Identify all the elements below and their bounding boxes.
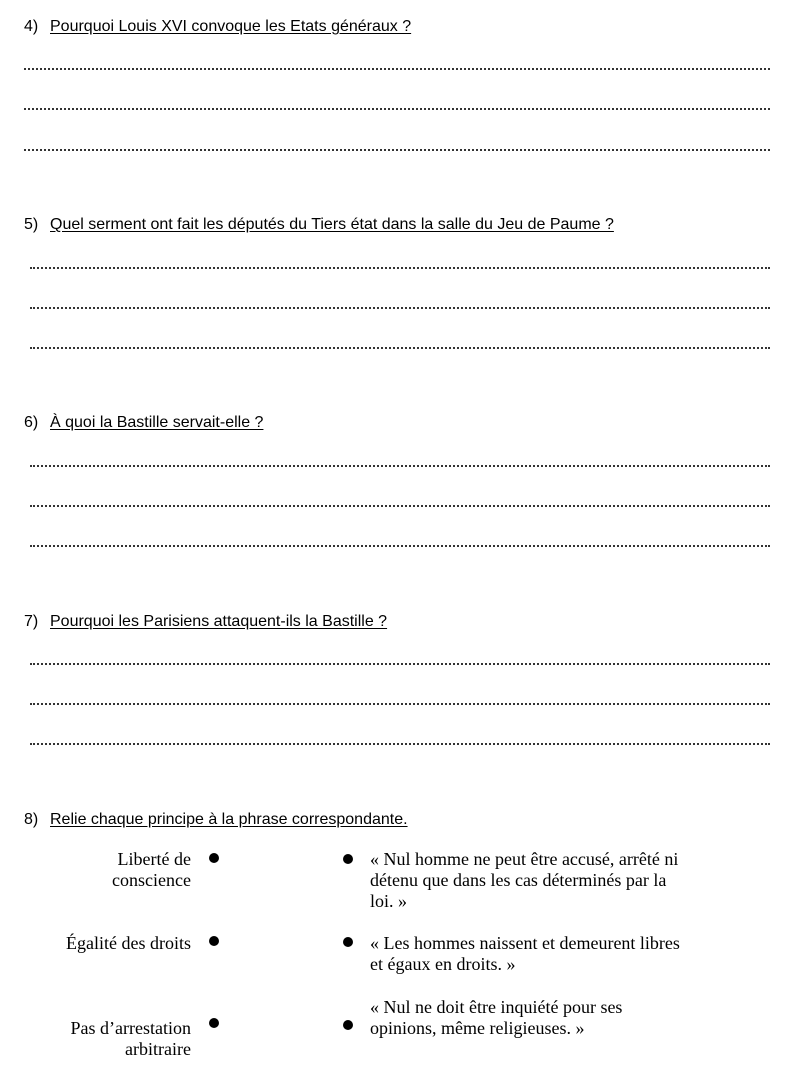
question-number: 6) xyxy=(24,414,39,431)
phrase-item xyxy=(370,997,762,1039)
principle-line: conscience xyxy=(112,870,191,890)
answer-line[interactable] xyxy=(30,465,770,467)
question-5 xyxy=(24,215,614,235)
question-number: 4) xyxy=(24,18,39,35)
phrase-line: détenu que dans les cas déterminés par la xyxy=(370,870,667,890)
principle-item xyxy=(112,849,191,891)
question-4 xyxy=(24,17,411,37)
question-6 xyxy=(24,413,263,433)
question-number: 8) xyxy=(24,811,39,828)
answer-line[interactable] xyxy=(30,703,770,705)
principle-item xyxy=(66,933,191,954)
phrase-line: « Nul ne doit être inquiété pour ses xyxy=(370,997,623,1017)
left-bullet[interactable] xyxy=(209,853,219,863)
left-bullet[interactable] xyxy=(209,1018,219,1028)
question-8 xyxy=(24,810,408,830)
answer-line[interactable] xyxy=(24,108,770,110)
answer-line[interactable] xyxy=(24,149,770,151)
answer-line[interactable] xyxy=(30,545,770,547)
right-bullet[interactable] xyxy=(343,937,353,947)
right-bullet[interactable] xyxy=(343,1020,353,1030)
question-number: 7) xyxy=(24,613,39,630)
question-text: Quel serment ont fait les députés du Tiers état dans la salle du Jeu de Paume ? xyxy=(50,216,614,233)
principle-line: Égalité des droits xyxy=(66,933,191,953)
question-7 xyxy=(24,612,387,632)
answer-line[interactable] xyxy=(30,505,770,507)
principle-item xyxy=(71,1018,191,1060)
phrase-line: et égaux en droits. » xyxy=(370,954,516,974)
question-text: Relie chaque principe à la phrase correspondante. xyxy=(50,811,408,828)
answer-line[interactable] xyxy=(30,347,770,349)
phrase-line: « Les hommes naissent et demeurent libres xyxy=(370,933,680,953)
answer-line[interactable] xyxy=(30,743,770,745)
question-text: À quoi la Bastille servait-elle ? xyxy=(50,414,264,431)
principle-line: Liberté de xyxy=(117,849,191,869)
phrase-line: opinions, même religieuses. » xyxy=(370,1018,585,1038)
answer-line[interactable] xyxy=(24,68,770,70)
question-number: 5) xyxy=(24,216,39,233)
right-bullet[interactable] xyxy=(343,854,353,864)
principle-line: arbitraire xyxy=(125,1039,191,1059)
phrase-item xyxy=(370,849,762,912)
answer-line[interactable] xyxy=(30,267,770,269)
phrase-line: « Nul homme ne peut être accusé, arrêté ni xyxy=(370,849,679,869)
principle-line: Pas d’arrestation xyxy=(70,1018,191,1038)
phrase-line: loi. » xyxy=(370,891,408,911)
question-text: Pourquoi les Parisiens attaquent-ils la Bastille ? xyxy=(50,613,388,630)
question-text: Pourquoi Louis XVI convoque les Etats généraux ? xyxy=(50,18,412,35)
phrase-item xyxy=(370,933,762,975)
answer-line[interactable] xyxy=(30,307,770,309)
answer-line[interactable] xyxy=(30,663,770,665)
left-bullet[interactable] xyxy=(209,936,219,946)
